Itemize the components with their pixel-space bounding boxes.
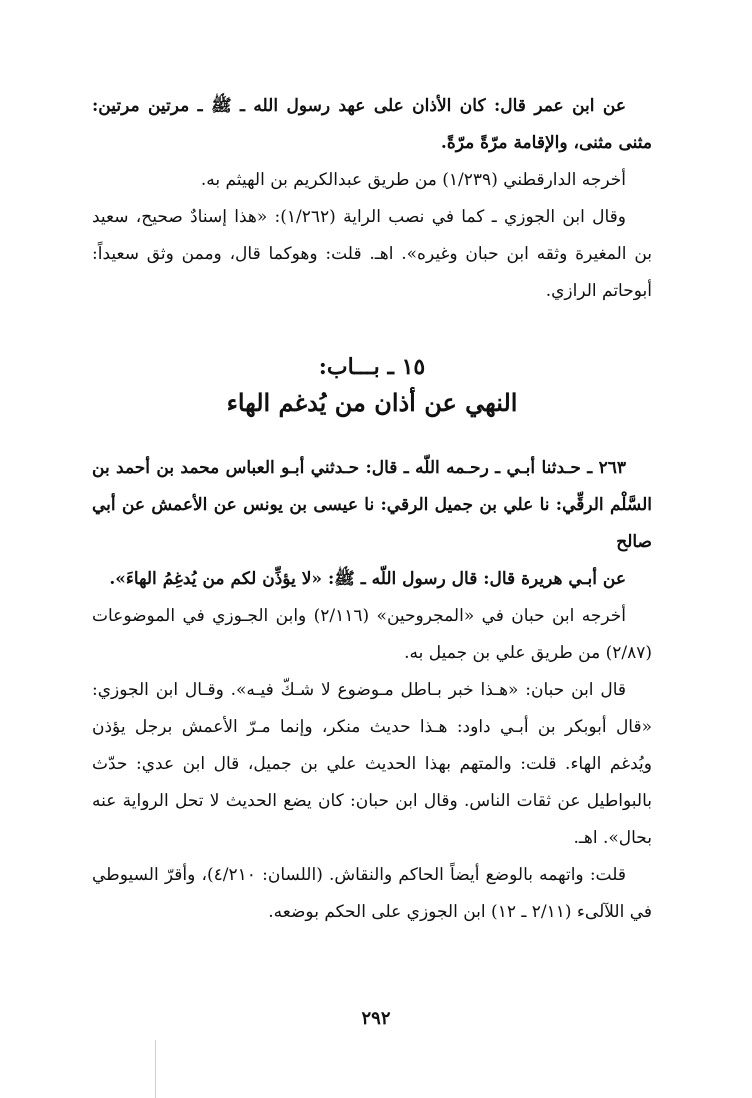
previous-hadith-text: عن ابن عمر قال: كان الأذان على عهد رسول الله ـ ﷺ ـ مرتين مرتين: مثنى مثنى، والإقامة مرّةً مرّةً.	[92, 96, 652, 153]
chapter-number: ١٥ ـ بـــاب:	[318, 354, 426, 380]
takhrij-paragraph-2: قال ابن حبان: «هـذا خبر بـاطل مـوضوع لا شـكّ فيـه». وقـال ابن الجوزي: «قال أبوبكر بن أبـي داود: هـذا حديث منكر، وإنما مـرّ الأعمش برجل يؤذن ويُدغم الهاء. قلت: والمتهم بهذا الحديث علي بن جميل، قال ابن عدي: حدّث بالبواطيل عن ثقات الناس. وقال ابن حبان: كان يضع الحديث لا تحل الرواية عنه بحال». اهـ.	[92, 680, 652, 848]
takhrij-paragraph-3: قلت: واتهمه بالوضع أيضاً الحاكم والنقاش. (اللسان: ٤/٢١٠)، وأقرّ السيوطي في اللآلىء (٢/١١ ـ ١٢) ابن الجوزي على الحكم بوضعه.	[92, 865, 652, 922]
page-number: ٢٩٢	[361, 1008, 391, 1029]
previous-takhrij-paragraph-2: وقال ابن الجوزي ـ كما في نصب الراية (١/٢٦٢): «هذا إسنادٌ صحيح، سعيد بن المغيرة وثقه ابن حبان وغيره». اهـ. قلت: وهوكما قال، وممن وثق سعيداً: أبوحاتم الرازي.	[92, 207, 652, 301]
takhrij-paragraph-1: أخرجه ابن حبان في «المجروحين» (٢/١١٦) وابن الجـوزي في الموضوعات (٢/٨٧) من طريق علي بن جميل به.	[92, 606, 652, 663]
page-body	[92, 88, 652, 931]
previous-takhrij-paragraph-1: أخرجه الدارقطني (١/٢٣٩) من طريق عبدالكريم بن الهيثم به.	[200, 170, 626, 190]
chapter-title: النهي عن أذان من يُدغم الهاء	[226, 388, 518, 417]
scan-edge-line	[155, 1040, 156, 1098]
hadith-matn: عن أبـي هريرة قال: قال رسول اللّه ـ ﷺ: «لا يؤذِّن لكم من يُدغِمُ الهاءَ».	[109, 569, 626, 589]
hadith-isnad: ٢٦٣ ـ حـدثنا أبـي ـ رحـمه اللّه ـ قال: حـدثني أبـو العباس محمد بن أحمد بن السَّلْم الرقِّي: نا علي بن جميل الرقي: نا عيسى بن يونس عن الأعمش عن أبي صالح	[92, 458, 652, 552]
